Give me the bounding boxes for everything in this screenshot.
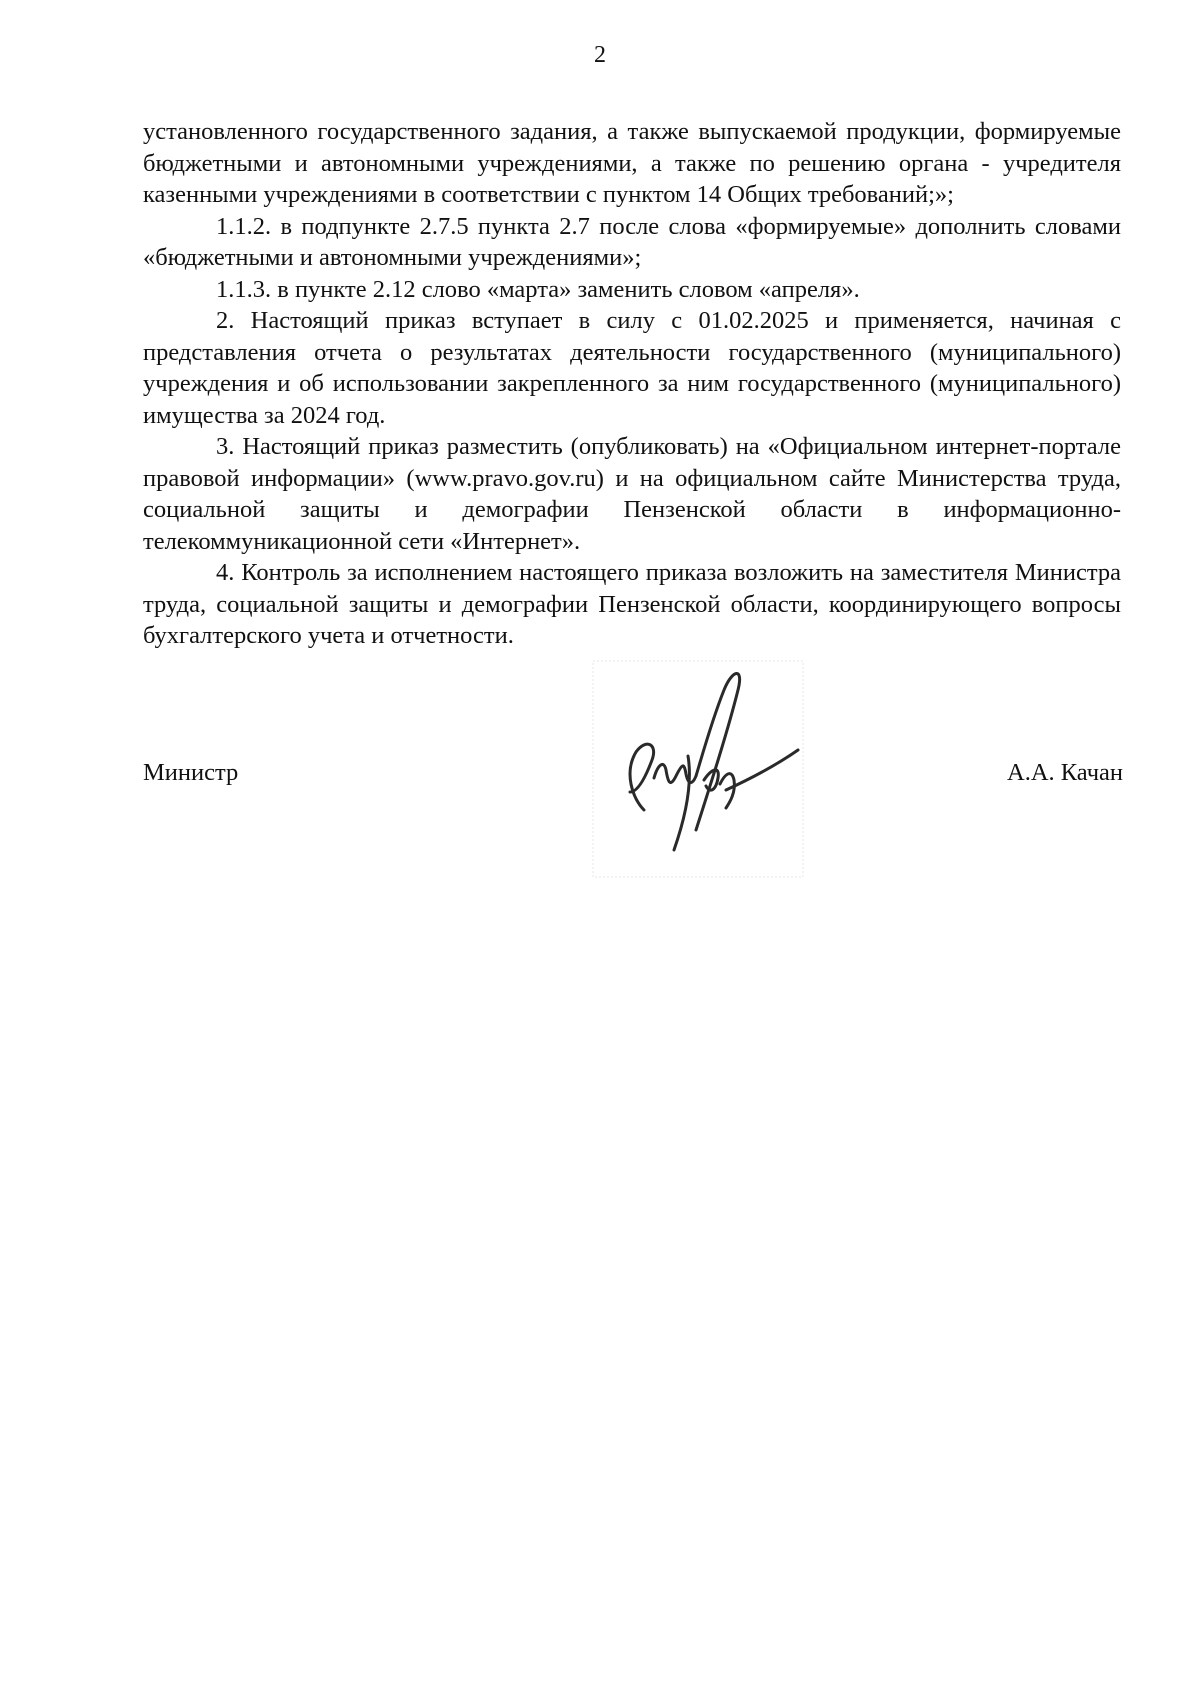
page-number: 2: [594, 42, 606, 68]
signatory-name: А.А. Качан: [1007, 759, 1123, 786]
paragraph-3: 3. Настоящий приказ разместить (опубликовать) на «Официальном интернет-портале правовой информации» (www.pravo.gov.ru) и на официальном сайте Министерства труда, социальной защиты и демографии Пензенской области в информационно-телекоммуникационной сети «Интернет».: [143, 433, 1121, 555]
signatory-title: Министр: [143, 759, 239, 786]
paragraph-1-1-3: 1.1.3. в пункте 2.12 слово «марта» заменить словом «апреля».: [216, 275, 860, 303]
paragraph-1-1-2: 1.1.2. в подпункте 2.7.5 пункта 2.7 после слова «формируемые» дополнить словами «бюджетными и автономными учреждениями»;: [143, 212, 1121, 271]
paragraph-continuation: установленного государственного задания, а также выпускаемой продукции, формируемые бюджетными и автономными учреждениями, а также по решению органа - учредителя казенными учреждениями в соответствии с пунктом 14 Общих требований;»;: [143, 118, 1121, 208]
paragraph-2: 2. Настоящий приказ вступает в силу с 01.02.2025 и применяется, начиная с представления отчета о результатах деятельности государственного (муниципального) учреждения и об использовании закрепленного за ним государственного (муниципального) имущества за 2024 год.: [143, 307, 1121, 429]
paragraph-4: 4. Контроль за исполнением настоящего приказа возложить на заместителя Министра труда, социальной защиты и демографии Пензенской области, координирующего вопросы бухгалтерского учета и отчетности.: [143, 559, 1121, 649]
signature-block: [143, 757, 1123, 793]
document-body: [143, 116, 1121, 652]
